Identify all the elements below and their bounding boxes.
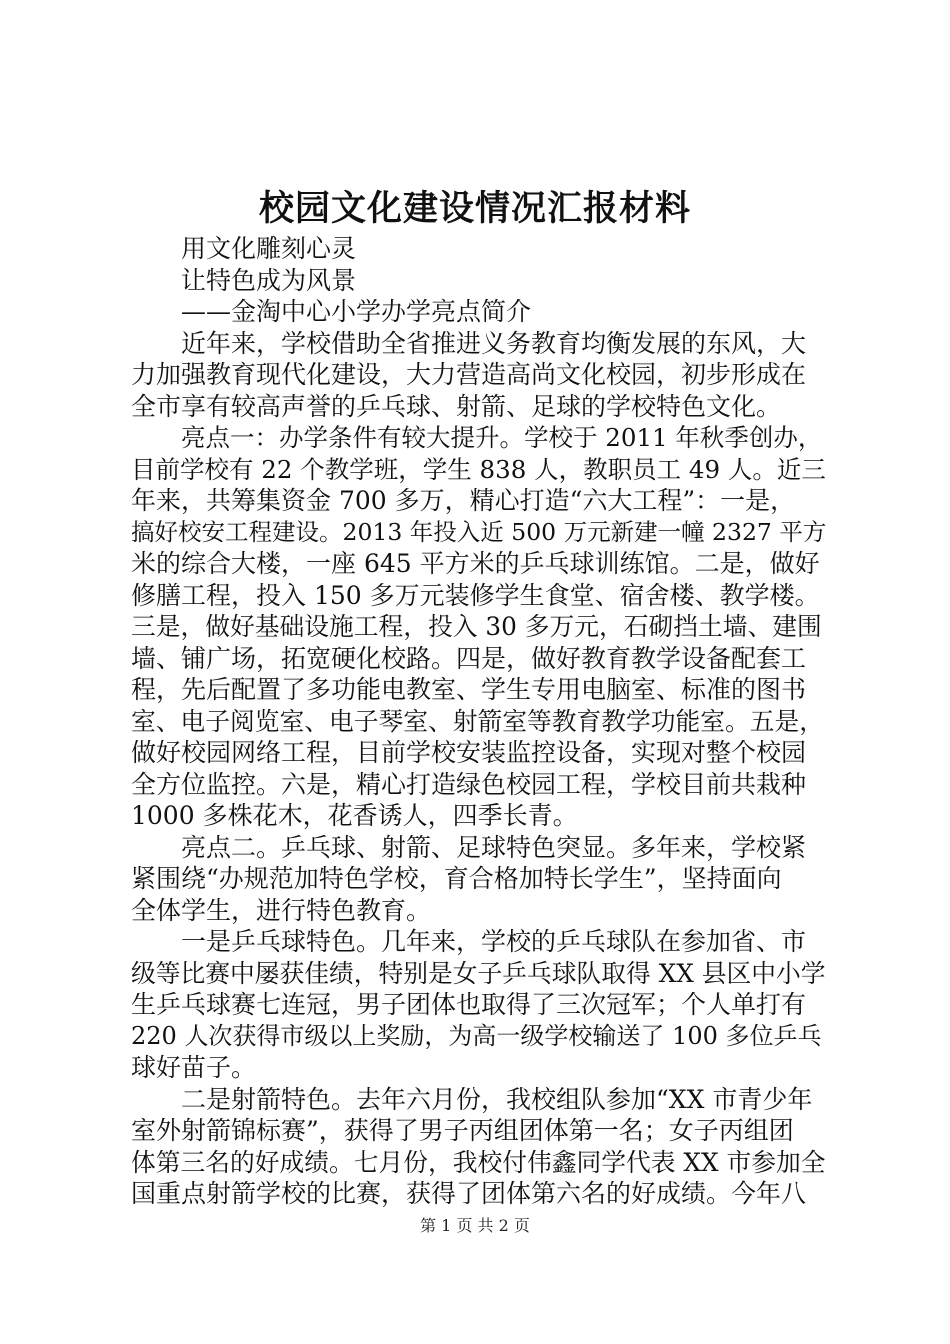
document-title: 校园文化建设情况汇报材料 [258, 188, 691, 229]
text-line: 体第三名的好成绩。七月份，我校付伟鑫同学代表 XX 市参加全 [131, 1147, 826, 1177]
text-line: 室、电子阅览室、电子琴室、射箭室等教育教学功能室。五是， [131, 706, 824, 736]
text-line: 球好苗子。 [131, 1053, 257, 1082]
text-line: 做好校园网络工程，目前学校安装监控设备，实现对整个校园 [131, 738, 807, 767]
text-line: 目前学校有 22 个教学班，学生 838 人，教职员工 49 人。近三 [131, 454, 826, 484]
text-line: 国重点射箭学校的比赛，获得了团体第六名的好成绩。今年八 [131, 1179, 807, 1208]
text-line: 生乒乓球赛七连冠，男子团体也取得了三次冠军；个人单打有 [131, 990, 807, 1019]
text-line: 二是射箭特色。去年六月份，我校组队参加“XX 市青少年 [181, 1084, 813, 1114]
text-line: 程，先后配置了多功能电教室、学生专用电脑室、标准的图书 [131, 675, 807, 704]
text-line: 亮点一：办学条件有较大提升。学校于 2011 年秋季创办， [181, 423, 823, 452]
text-line: 1000 多株花木，花香诱人，四季长青。 [131, 801, 578, 830]
text-line: 级等比赛中屡获佳绩，特别是女子乒乓球队取得 XX 县区中小学 [131, 958, 826, 988]
text-line: 年来，共筹集资金 700 多万，精心打造“六大工程”：一是， [131, 486, 796, 515]
text-line: 修膳工程，投入 150 多万元装修学生食堂、宿舍楼、教学楼。 [131, 580, 820, 610]
text-line: 三是，做好基础设施工程，投入 30 多万元，石砌挡土墙、建围 [131, 612, 822, 641]
page-footer: 第 1 页 共 2 页 [420, 1216, 530, 1235]
text-line: 紧围绕“办规范加特色学校，育合格加特长学生”，坚持面向 [131, 864, 782, 893]
text-line: 搞好校安工程建设。2013 年投入近 500 万元新建一幢 2327 平方 [131, 517, 827, 546]
text-line: 220 人次获得市级以上奖励，为高一级学校输送了 100 多位乒乓 [131, 1021, 822, 1050]
text-line: 力加强教育现代化建设，大力营造高尚文化校园，初步形成在 [131, 360, 807, 389]
text-line: ——金淘中心小学办学亮点简介 [181, 297, 532, 326]
text-line: 全方位监控。六是，精心打造绿色校园工程，学校目前共栽种 [131, 769, 807, 799]
text-line: 米的综合大楼，一座 645 平方米的乒乓球训练馆。二是，做好 [131, 549, 820, 578]
text-line: 让特色成为风景 [181, 265, 357, 295]
text-line: 全市享有较高声誉的乒乓球、射箭、足球的学校特色文化。 [131, 391, 782, 421]
text-line: 一是乒乓球特色。几年来，学校的乒乓球队在参加省、市 [181, 927, 807, 956]
text-line: 用文化雕刻心灵 [181, 234, 357, 263]
text-line: 室外射箭锦标赛”，获得了男子丙组团体第一名；女子丙组团 [131, 1116, 794, 1145]
text-line: 亮点二。乒乓球、射箭、足球特色突显。多年来，学校紧 [181, 832, 807, 862]
text-line: 全体学生，进行特色教育。 [131, 895, 432, 925]
text-line: 近年来，学校借助全省推进义务教育均衡发展的东风，大 [181, 328, 807, 358]
text-line: 墙、铺广场，拓宽硬化校路。四是，做好教育教学设备配套工 [131, 643, 807, 673]
document-body [131, 233, 828, 1210]
